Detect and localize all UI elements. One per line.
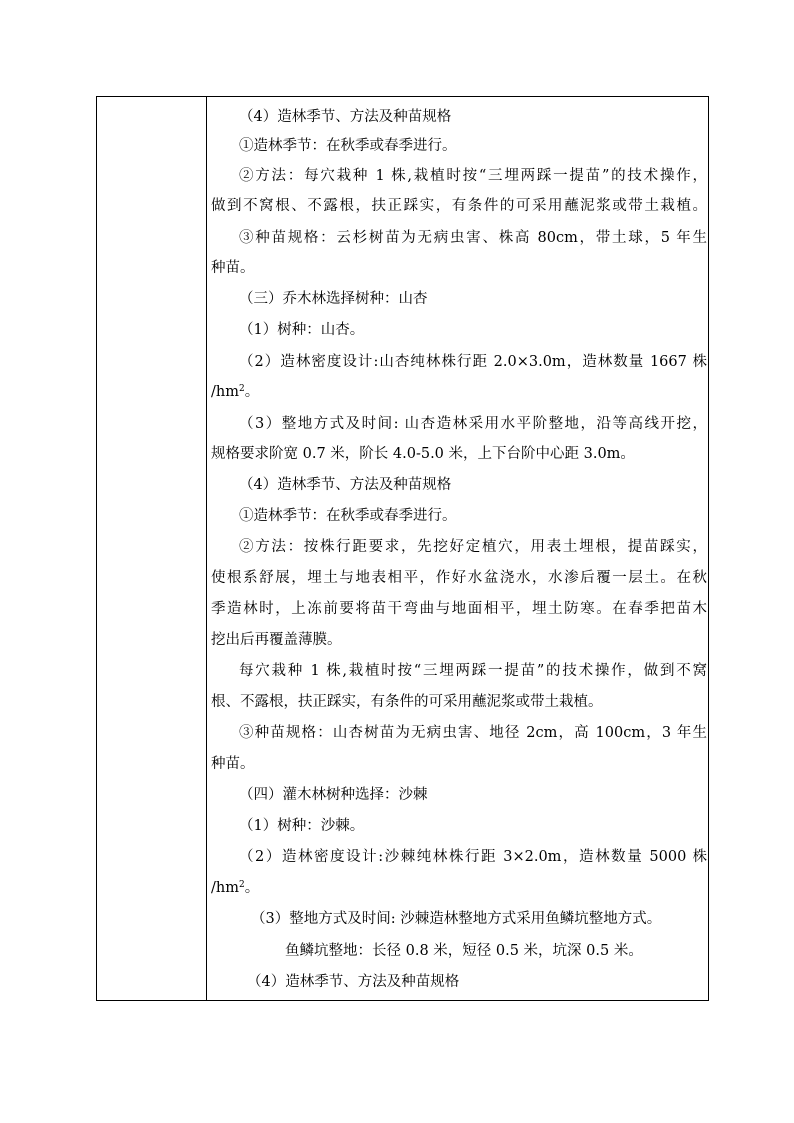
text-line: 挖出后再覆盖薄膜。 bbox=[211, 632, 342, 648]
text-line: 种苗。 bbox=[211, 756, 255, 772]
text-line: （2）造林密度设计:山杏纯林株行距 2.0×3.0m，造林数量 1667 株 bbox=[239, 354, 707, 370]
text-line: 季造林时，上冻前要将苗干弯曲与地面相平，埋土防寒。在春季把苗木 bbox=[211, 601, 707, 617]
text-line: （4）造林季节、方法及种苗规格 bbox=[239, 109, 452, 125]
unit-tail: 。 bbox=[244, 384, 260, 400]
unit-superscript: 2 bbox=[238, 880, 245, 890]
unit-text: /hm bbox=[211, 880, 239, 896]
text-line: 种苗。 bbox=[211, 260, 255, 276]
text-line: （4）造林季节、方法及种苗规格 bbox=[239, 477, 452, 493]
text-line: （3）整地方式及时间: 山杏造林采用水平阶整地，沿等高线开挖， bbox=[239, 416, 707, 432]
text-line: （2）造林密度设计:沙棘纯林株行距 3×2.0m，造林数量 5000 株 bbox=[239, 849, 707, 865]
text-line: 做到不窝根、不露根，扶正踩实，有条件的可采用蘸泥浆或带土栽植。 bbox=[211, 198, 707, 214]
text-line: ②方法：按株行距要求，先挖好定植穴，用表土埋根，提苗踩实， bbox=[239, 539, 707, 555]
text-line: 规格要求阶宽 0.7 米，阶长 4.0-5.0 米，上下台阶中心距 3.0m。 bbox=[211, 446, 635, 462]
text-line: 使根系舒展，埋土与地表相平，作好水盆浇水，水渗后覆一层土。在秋 bbox=[211, 570, 707, 586]
text-line: 每穴栽种 1 株,栽植时按“三埋两踩一提苗”的技术操作，做到不窝 bbox=[239, 663, 707, 679]
text-line: ②方法：每穴栽种 1 株,栽植时按“三埋两踩一提苗”的技术操作， bbox=[239, 168, 707, 184]
content-cell bbox=[207, 97, 710, 1000]
text-line: ③种苗规格：山杏树苗为无病虫害、地径 2cm，高 100cm，3 年生 bbox=[239, 725, 707, 741]
section-heading: （四）灌木林树种选择：沙棘 bbox=[239, 787, 428, 803]
text-line: （4）造林季节、方法及种苗规格 bbox=[247, 974, 460, 990]
text-line: ③种苗规格：云杉树苗为无病虫害、株高 80cm，带土球，5 年生 bbox=[239, 230, 707, 246]
text-line: （1）树种：沙棘。 bbox=[239, 818, 365, 834]
text-line: 根、不露根，扶正踩实，有条件的可采用蘸泥浆或带土栽植。 bbox=[211, 694, 603, 710]
text-line: 鱼鳞坑整地：长径 0.8 米，短径 0.5 米，坑深 0.5 米。 bbox=[285, 943, 643, 959]
unit-line bbox=[211, 383, 259, 401]
unit-tail: 。 bbox=[244, 880, 260, 896]
text-line: （1）树种：山杏。 bbox=[239, 322, 365, 338]
document-table bbox=[96, 96, 709, 1001]
unit-text: /hm bbox=[211, 384, 239, 400]
text-line: ①造林季节：在秋季或春季进行。 bbox=[239, 508, 457, 524]
unit-line bbox=[211, 879, 259, 897]
section-heading: （三）乔木林选择树种：山杏 bbox=[239, 291, 428, 307]
text-line: （3）整地方式及时间: 沙棘造林整地方式采用鱼鳞坑整地方式。 bbox=[251, 911, 662, 927]
unit-superscript: 2 bbox=[238, 384, 245, 394]
text-line: ①造林季节：在秋季或春季进行。 bbox=[239, 138, 457, 154]
